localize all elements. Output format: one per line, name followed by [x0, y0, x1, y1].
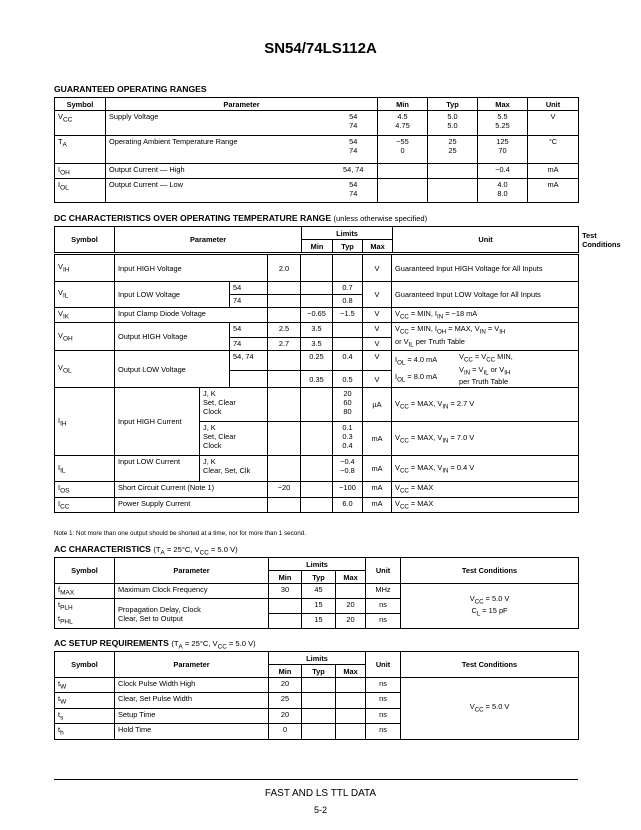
- table-row: [55, 678, 579, 693]
- max-value: −0.4 −0.8: [333, 456, 363, 482]
- max-value: 0.5: [333, 371, 363, 388]
- typ-value: −0.65: [301, 308, 333, 323]
- header-max: Max: [363, 240, 393, 253]
- parameter: Input HIGH Voltage: [115, 255, 268, 282]
- symbol-subscript: OH: [62, 335, 73, 343]
- unit: V: [363, 308, 392, 323]
- ac-characteristics-table: [54, 557, 579, 629]
- parameter: Input LOW Voltage: [115, 282, 230, 308]
- symbol-subscript: OS: [60, 487, 70, 495]
- ac-setup-heading: AC SETUP REQUIREMENTS ($T_A = 25^\circ C$, $V_{CC} = 5.0$ V): [54, 638, 256, 651]
- header-max: Max: [336, 665, 366, 678]
- header-max: Max: [336, 571, 366, 584]
- unit: °C: [528, 136, 579, 164]
- operating-ranges-table: [54, 97, 579, 203]
- unit: µA: [363, 388, 392, 422]
- header-test-conditions: Test Conditions: [401, 652, 579, 678]
- table-row: [55, 497, 579, 512]
- header-limits: Limits: [269, 652, 366, 665]
- min-value: 0: [269, 724, 302, 739]
- parameter: Supply Voltage: [106, 111, 330, 136]
- max-value: 20 60 80: [333, 388, 363, 422]
- typ-value: 0.25: [301, 351, 333, 371]
- header-unit: Unit: [366, 558, 401, 584]
- table-row: [55, 282, 579, 295]
- table-row: [55, 255, 579, 282]
- symbol-subscript: W: [60, 683, 67, 691]
- symbol: V: [58, 261, 63, 271]
- parameter: Clock Pulse Width High: [115, 678, 269, 693]
- unit: mA: [363, 456, 392, 482]
- min-value: 2.7: [268, 337, 301, 350]
- max-value: 0.1 0.3 0.4: [333, 422, 363, 456]
- header-test-conditions: Test Conditions: [401, 558, 579, 584]
- dc-characteristics-body: [54, 254, 579, 513]
- typ-value: 5.0 5.0: [428, 111, 478, 136]
- parameter: Power Supply Current: [115, 497, 268, 512]
- typ-value: [428, 179, 478, 203]
- test-conditions: Guaranteed Input HIGH Voltage for All Inputs: [392, 255, 579, 282]
- header-typ: Typ: [302, 665, 336, 678]
- max-value: 4.0 8.0: [478, 179, 528, 203]
- header-max: Max: [478, 98, 528, 111]
- typ-value: 3.5: [301, 337, 333, 350]
- min-value: 30: [269, 584, 302, 599]
- unit: ns: [366, 724, 401, 739]
- symbol: t: [58, 679, 61, 688]
- grade: 54: [230, 323, 268, 337]
- unit: V: [363, 337, 392, 350]
- max-value: 20: [336, 599, 366, 614]
- table-row: [55, 111, 579, 136]
- header-limits: Limits: [269, 558, 366, 571]
- symbol: I: [58, 462, 61, 472]
- header-symbol: Symbol: [55, 227, 115, 253]
- symbol: V: [58, 363, 63, 373]
- symbol: T: [58, 137, 63, 146]
- unit: mA: [363, 482, 392, 497]
- ac-setup-conditions: ($T_A = 25^\circ C$, $V_{CC} = 5.0$ V): [171, 639, 256, 651]
- symbol-subscript: IL: [60, 467, 66, 475]
- grade: 74: [230, 295, 268, 308]
- header-parameter: Parameter: [115, 558, 269, 584]
- max-value: 6.0: [333, 497, 363, 512]
- typ-value: 0.35: [301, 371, 333, 388]
- test-conditions: $V_{CC}$ = MAX: [392, 482, 579, 497]
- unit: V: [363, 255, 392, 282]
- header-unit: Unit: [393, 227, 579, 253]
- parameter: Operating Ambient Temperature Range: [106, 136, 330, 164]
- table-row: [55, 136, 579, 164]
- operating-ranges-heading: GUARANTEED OPERATING RANGES: [54, 84, 207, 94]
- parameter: Input Clamp Diode Voltage: [115, 308, 268, 323]
- header-unit: Unit: [528, 98, 579, 111]
- unit: mA: [363, 497, 392, 512]
- unit: mA: [528, 164, 579, 179]
- symbol: I: [58, 483, 61, 493]
- header-parameter: Parameter: [106, 98, 378, 111]
- parameter: Clear, Set Pulse Width: [115, 693, 269, 708]
- test-conditions: $V_{CC}$ = MAX, $V_{IN} = 2.7$ V: [392, 388, 579, 422]
- min-value: 20: [269, 678, 302, 693]
- grade: 74: [230, 337, 268, 350]
- min-value: 2.5: [268, 323, 301, 337]
- symbol-subscript: A: [62, 141, 67, 149]
- max-value: −0.4: [478, 164, 528, 179]
- parameter: Input LOW Current: [115, 456, 200, 482]
- header-min: Min: [269, 665, 302, 678]
- symbol-subscript: OL: [62, 367, 72, 375]
- parameter: Short Circuit Current (Note 1): [115, 482, 268, 497]
- symbol: V: [58, 330, 63, 340]
- footnote: Note 1: Not more than one output should be shorted at a time, nor for more than 1 second.: [54, 530, 307, 537]
- parameter: Output Current — Low: [106, 179, 330, 203]
- max-value: 0.4: [333, 351, 363, 371]
- symbol-subscript: MAX: [60, 589, 75, 597]
- header-min: Min: [378, 98, 428, 111]
- symbol-subscript: IH: [62, 266, 70, 274]
- symbol: t: [58, 725, 61, 735]
- test-conditions: $V_{CC} = 5.0$ V $C_L = 15$ pF: [401, 584, 579, 629]
- parameter: Output Current — High: [106, 164, 330, 179]
- table-row: [55, 179, 579, 203]
- symbol: I: [58, 498, 61, 508]
- dc-heading-text: DC CHARACTERISTICS OVER OPERATING TEMPERATURE RANGE: [54, 213, 332, 223]
- grade: 54 74: [330, 179, 378, 203]
- grade: 54 74: [330, 111, 378, 136]
- min-value: 4.5 4.75: [378, 111, 428, 136]
- header-typ: Typ: [428, 98, 478, 111]
- symbol-subscript: CC: [62, 116, 73, 124]
- unit: mA: [363, 422, 392, 456]
- parameter: Output LOW Voltage: [115, 351, 230, 388]
- pin-names: J, K Clear, Set, Clk: [200, 456, 268, 482]
- unit: ns: [366, 599, 401, 614]
- header-symbol: Symbol: [55, 652, 115, 678]
- symbol-subscript: W: [60, 698, 67, 706]
- page-title: SN54/74LS112A: [264, 40, 377, 57]
- test-conditions: $I_{OL} = 4.0$ mA: [395, 354, 438, 367]
- table-row: [55, 456, 579, 482]
- header-limits: Limits: [302, 227, 393, 240]
- min-value: −20: [268, 482, 301, 497]
- symbol: V: [58, 288, 63, 298]
- test-conditions: $V_{CC}$ = MIN, $I_{OH}$ = MAX, $V_{IN} = V_{IH}$ or $V_{IL}$ per Truth Table: [392, 323, 579, 351]
- symbol-subscript: PLH: [60, 604, 73, 612]
- ac-conditions: ($T_A = 25^\circ C$, $V_{CC} = 5.0$ V): [153, 545, 238, 557]
- footer-title: FAST AND LS TTL DATA: [264, 788, 377, 799]
- unit: V: [363, 323, 392, 337]
- table-row: [55, 388, 579, 422]
- symbol-subscript: IH: [60, 420, 67, 428]
- ac-setup-table: [54, 651, 579, 740]
- unit: V: [363, 371, 392, 388]
- unit: V: [528, 111, 579, 136]
- dc-characteristics-heading: [54, 213, 427, 223]
- parameter: Propagation Delay, Clock Clear, Set to Output: [115, 599, 269, 629]
- unit: mA: [528, 179, 579, 203]
- min-value: [378, 179, 428, 203]
- typ-value: [428, 164, 478, 179]
- min-value: 2.0: [268, 255, 301, 282]
- symbol-subscript: OH: [60, 169, 70, 177]
- symbol-subscript: IK: [62, 313, 70, 321]
- grade: 54, 74: [230, 351, 268, 371]
- footer-divider: [54, 779, 578, 780]
- max-value: 0.8: [333, 295, 363, 308]
- grade: 54 74: [330, 136, 378, 164]
- symbol: I: [58, 165, 61, 174]
- max-value: 125 70: [478, 136, 528, 164]
- max-value: 5.5 5.25: [478, 111, 528, 136]
- max-value: −100: [333, 482, 363, 497]
- unit: ns: [366, 693, 401, 708]
- header-symbol: Symbol: [55, 558, 115, 584]
- symbol: t: [58, 709, 61, 719]
- symbol-subscript: IL: [62, 292, 69, 300]
- symbol: f: [58, 585, 61, 594]
- table-row: [55, 584, 579, 599]
- unit: ns: [366, 678, 401, 693]
- ac-characteristics-heading: AC CHARACTERISTICS ($T_A = 25^\circ C$, $V_{CC} = 5.0$ V): [54, 544, 238, 557]
- max-value: −1.5: [333, 308, 363, 323]
- table-row: [55, 351, 579, 371]
- symbol-subscript: CC: [60, 503, 70, 511]
- min-value: −55 0: [378, 136, 428, 164]
- max-value: 20: [336, 614, 366, 629]
- typ-value: 25 25: [428, 136, 478, 164]
- typ-value: 15: [302, 614, 336, 629]
- test-conditions: $V_{CC}$ = MAX: [392, 497, 579, 512]
- header-typ: Typ: [302, 571, 336, 584]
- parameter: Hold Time: [115, 724, 269, 739]
- pin-names: J, K Set, Clear Clock: [200, 422, 268, 456]
- typ-value: 15: [302, 599, 336, 614]
- unit: V: [363, 351, 392, 371]
- symbol: I: [58, 415, 61, 425]
- typ-value: 3.5: [301, 323, 333, 337]
- symbol-subscript: OL: [60, 184, 69, 192]
- symbol: t: [58, 694, 61, 704]
- test-conditions: $V_{CC} = V_{CC}$ MIN, $V_{IN} = V_{IL}$ or $V_{IH}$ per Truth Table: [459, 352, 513, 387]
- header-parameter: Parameter: [115, 227, 302, 253]
- header-min: Min: [269, 571, 302, 584]
- table-row: [55, 164, 579, 179]
- dc-heading-note: (unless otherwise specified): [333, 214, 428, 223]
- symbol: V: [58, 112, 63, 121]
- symbol: I: [58, 180, 61, 190]
- test-conditions: $V_{CC}$ = MIN, $I_{IN} = -18$ mA: [392, 308, 579, 323]
- symbol-subscript: s: [60, 714, 64, 722]
- grade: 54: [230, 282, 268, 295]
- header-min: Min: [302, 240, 333, 253]
- parameter: Maximum Clock Frequency: [115, 584, 269, 599]
- grade: 54, 74: [330, 164, 378, 179]
- parameter: Input HIGH Current: [115, 388, 200, 456]
- header-symbol: Symbol: [55, 98, 106, 111]
- symbol-subscript: h: [60, 729, 64, 737]
- test-conditions: $V_{CC}$ = MAX, $V_{IN} = 7.0$ V: [392, 422, 579, 456]
- page-number: 5-2: [313, 805, 327, 815]
- unit: ns: [366, 614, 401, 629]
- symbol: V: [58, 309, 63, 318]
- header-typ: Typ: [333, 240, 363, 253]
- unit: MHz: [366, 584, 401, 599]
- test-conditions: Guaranteed Input LOW Voltage for All Inputs: [392, 282, 579, 308]
- test-conditions: $V_{CC} = 5.0$ V: [401, 678, 579, 740]
- header-unit: Unit: [366, 652, 401, 678]
- unit: ns: [366, 708, 401, 723]
- typ-value: 45: [302, 584, 336, 599]
- test-conditions: $I_{OL} = 8.0$ mA: [395, 371, 438, 384]
- unit: V: [363, 282, 392, 308]
- test-conditions: $V_{CC}$ = MAX, $V_{IN} = 0.4$ V: [392, 456, 579, 482]
- dc-characteristics-table: Symbol Parameter Limits Unit Test Conditions Min Typ Max: [54, 226, 579, 253]
- symbol-subscript: PHL: [60, 618, 73, 626]
- min-value: 20: [269, 708, 302, 723]
- symbol: t: [58, 613, 61, 623]
- parameter: Output HIGH Voltage: [115, 323, 230, 351]
- parameter: Setup Time: [115, 708, 269, 723]
- min-value: [378, 164, 428, 179]
- header-parameter: Parameter: [115, 652, 269, 678]
- table-row: [55, 308, 579, 323]
- table-header-row: [55, 98, 579, 111]
- pin-names: J, K Set, Clear Clock: [200, 388, 268, 422]
- table-row: [55, 323, 579, 337]
- table-row: [55, 482, 579, 497]
- symbol: t: [58, 600, 61, 610]
- max-value: 0.7: [333, 282, 363, 295]
- min-value: 25: [269, 693, 302, 708]
